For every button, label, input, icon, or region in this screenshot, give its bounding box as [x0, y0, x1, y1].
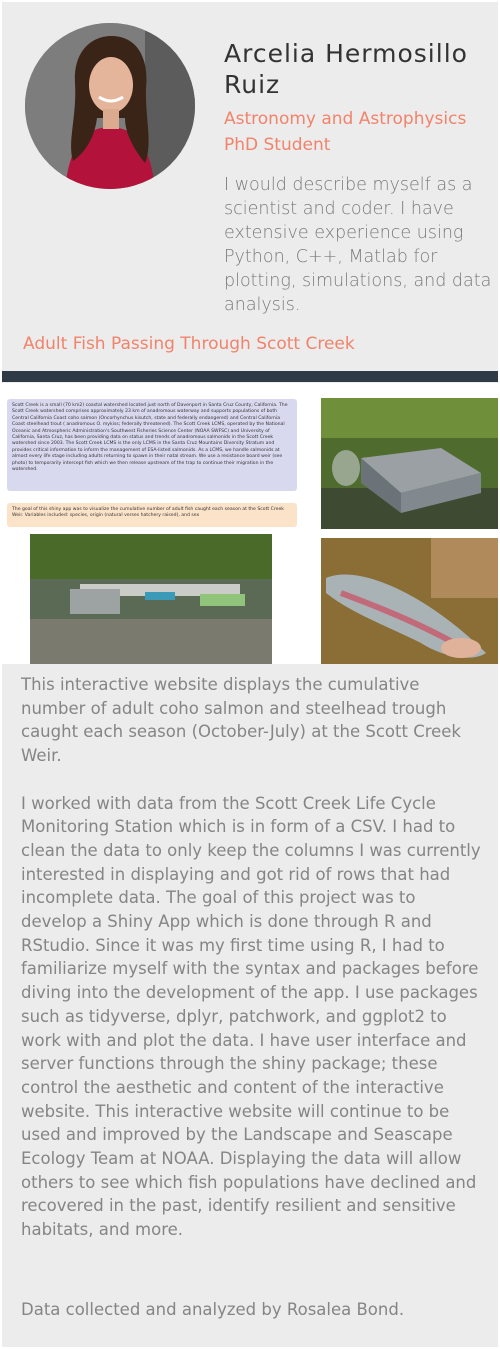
weir-trap-photo	[321, 398, 498, 529]
role-line-2: PhD Student	[224, 135, 331, 155]
profile-bio: I would describe myself as a scientist and coder. I have extensive experience using Python, C++, Matlab for plotting, simulations, and data analysis.	[224, 175, 492, 315]
poster-background-text: Scott Creek is a small (70 km2) coastal watershed located just north of Davenport in Santa Cruz County, California. The Scott Creek watershed comprises approximately 23 km of anadromous waterway and supports populations of both Central California Coast coho salmon (Oncorhynchus kisutch, state and federally endangered) and Central California Coast steelhead trout ( anadromous O. mykiss; federally threatened). The Scott Creek LCMS, operated by the National Oceanic and Atmospheric Administration's Southwest Fisheries Science Center (NOAA SWFSC) and University of California, Santa Cruz, has been providing data on status and trends of anadromous salmonids in the Scott Creek watershed since 2003. The Scott Creek LCMS is the only LCMS in the Santa Cruz Mountains Diversity Stratum and provides critical information to inform the management of ESA-listed salmonids. As a LCMS, we handle salmonids at almost every life stage including adults returning to spawn in their natal stream. We use a resistance board weir (see photo) to temporarily intercept fish which we then release upstream of the trap to continue their migration in the watershed.	[7, 399, 297, 491]
project-description	[21, 673, 486, 1242]
role-line-1: Astronomy and Astrophysics	[224, 109, 467, 129]
description-paragraph-1: This interactive website displays the cumulative number of adult coho salmon and steelhead trough caught each season (October-July) at the Scott Creek Weir.	[21, 675, 461, 766]
data-credit: Data collected and analyzed by Rosalea Bond.	[21, 1300, 405, 1319]
section-divider	[2, 371, 498, 382]
creek-weir-photo	[30, 534, 272, 664]
profile-name: Arcelia Hermosillo Ruiz	[224, 39, 468, 99]
profile-photo	[25, 23, 195, 189]
description-paragraph-2: I worked with data from the Scott Creek Life Cycle Monitoring Station which is in form of a CSV. I had to clean the data to only keep the columns I was currently interested in displaying and got rid of rows that had incomplete data. The goal of this project was to develop a Shiny App which is done through R and RStudio. Since it was my first time using R, I had to familiarize myself with the syntax and packages before diving into the development of the app. I use packages such as tidyverse, dplyr, patchwork, and ggplot2 to work with and plot the data. I have user interface and server functions through the shiny package; these control the aesthetic and content of the interactive website. This interactive website will continue to be used and improved by the Landscape and Seascape Ecology Team at NOAA. Displaying the data will allow others to see which fish populations have declined and recovered in the past, identify resilient and sensitive habitats, and more.	[21, 793, 481, 1240]
poster-goal-text: The goal of this shiny app was to visualize the cumulative number of adult fish caught each season at the Scott Creek Weir. Variables included: species, origin (natural verses hatchery raised), and sex	[7, 503, 297, 527]
project-title: Adult Fish Passing Through Scott Creek	[23, 334, 355, 354]
profile-role	[224, 106, 494, 158]
steelhead-fish-photo	[321, 538, 498, 664]
